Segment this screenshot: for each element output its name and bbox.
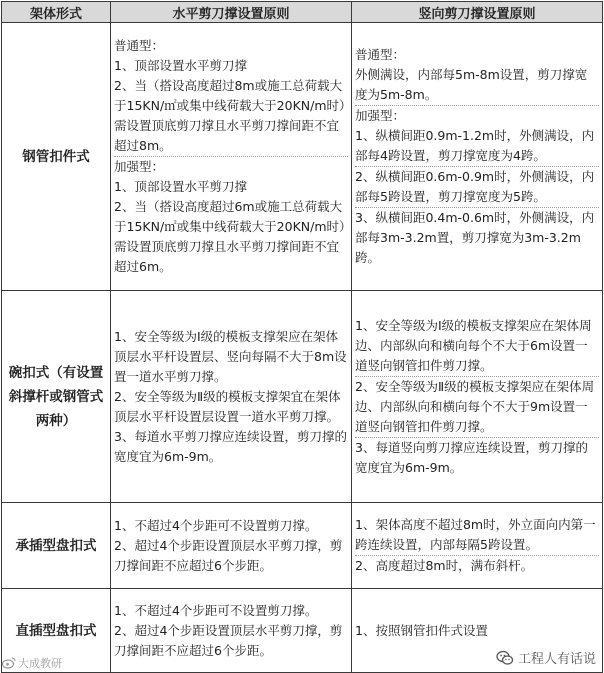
- header-row: [2, 2, 603, 23]
- paragraph: 1、纵横间距0.9m-1.2m时，外侧满设，内部每4跨设置，剪刀撑宽度为4跨。: [355, 128, 595, 163]
- header-frame-type: 架体形式: [2, 2, 111, 23]
- paragraph: 2、安全等级为Ⅱ级的模板支撑架宜在架体顶层水平杆设置层设置一道水平剪刀撑。: [114, 388, 341, 424]
- paragraph: 3、每道水平剪刀撑应连续设置，剪刀撑的宽度宜为6m-9m。: [114, 428, 347, 464]
- cell-horizontal-socket-disc-buckle: [111, 503, 352, 589]
- paragraph: 1、顶部设置水平剪刀撑: [114, 58, 247, 73]
- cell-horizontal-steel-pipe-coupler: [111, 23, 352, 291]
- paragraph: 加强型：: [355, 105, 599, 126]
- paragraph: 1、不超过4个步距可不设置剪刀撑。: [114, 517, 318, 533]
- row-label-bowl-buckle: 碗扣式（有设置斜撑杆或钢管式两种）: [2, 291, 111, 503]
- paragraph: 2、当（搭设高度超过8m或施工总荷载大于15KN/㎡或集中线荷载大于20KN/m时）需设置顶底剪刀撑且水平剪刀撑间距不宜超过8m。: [114, 78, 346, 153]
- cell-vertical-steel-pipe-coupler: [352, 23, 603, 291]
- paragraph: 2、安全等级为Ⅱ级的模板支撑架应在架体周边、内部纵向和横向每个不大于9m设置一道竖向钢管扣件剪刀撑。: [355, 376, 599, 437]
- paragraph: 1、架体高度不超过8m时，外立面向内第一跨连续设置，内部每隔5跨设置。: [355, 517, 596, 552]
- row-socket-disc-buckle: [2, 503, 603, 589]
- paragraph: 2、高度超过8m时，满布斜杆。: [355, 555, 599, 576]
- paragraph: 2、当（搭设高度超过6m或施工总荷载大于15KN/㎡或集中线荷载大于20KN/m时）需设置顶底剪刀撑且水平剪刀撑间距不宜超过6m。: [114, 199, 346, 274]
- paragraph: 外侧满设，内部每5m-8m设置，剪刀撑宽度为5m-8m。: [355, 67, 588, 102]
- row-steel-pipe-coupler: [2, 23, 603, 291]
- cell-vertical-socket-disc-buckle: [352, 503, 603, 589]
- paragraph: 3、纵横间距0.4m-0.6m时，外侧满设，内部每3m-3.2m置，剪刀撑宽为3m-3.2m跨。: [355, 207, 599, 268]
- paragraph: 1、按照钢管扣件式设置: [355, 622, 488, 638]
- paragraph: 普通型：: [114, 38, 165, 53]
- weibo-icon: [2, 657, 16, 669]
- spec-table: [1, 1, 603, 673]
- wechat-icon: [496, 650, 514, 666]
- paragraph: 普通型：: [355, 47, 406, 62]
- paragraph: 2、超过4个步距设置顶层水平剪刀撑，剪刀撑间距不应超过6个步距。: [114, 537, 343, 573]
- paragraph: 1、安全等级为Ⅰ级的模板支撑架应在架体顶层水平杆设置层、竖向每隔不大于8m设置一道水平剪刀撑。: [114, 328, 347, 384]
- watermark-right-text: 工程人有话说: [517, 652, 596, 667]
- header-horizontal-brace: 水平剪刀撑设置原则: [111, 2, 352, 23]
- watermark-left: [2, 655, 62, 671]
- row-label-socket-disc-buckle: 承插型盘扣式: [2, 503, 111, 589]
- cell-vertical-bowl-buckle: [352, 291, 603, 503]
- watermark-right: [496, 648, 596, 667]
- paragraph: 加强型：: [114, 156, 348, 177]
- paragraph: 1、安全等级为Ⅰ级的模板支撑架应在架体周边、内部纵向和横向每个不大于6m设置一道竖向钢管扣件剪刀撑。: [355, 317, 592, 373]
- paragraph: 1、不超过4个步距可不设置剪刀撑。: [114, 602, 318, 618]
- row-label-direct-insert-disc-buckle: 直插型盘扣式: [2, 589, 111, 673]
- cell-horizontal-bowl-buckle: [111, 291, 352, 503]
- row-bowl-buckle: [2, 291, 603, 503]
- paragraph: 2、超过4个步距设置顶层水平剪刀撑，剪刀撑间距不应超过6个步距。: [114, 622, 343, 658]
- header-vertical-brace: 竖向剪刀撑设置原则: [352, 2, 603, 23]
- cell-horizontal-direct-insert-disc-buckle: [111, 589, 352, 673]
- watermark-left-text: 大成教研: [18, 657, 62, 670]
- paragraph: 3、每道竖向剪刀撑应连续设置，剪刀撑的宽度宜为6m-9m。: [355, 437, 599, 478]
- paragraph: 2、纵横间距0.6m-0.9m时，外侧满设，内部每5跨设置，剪刀撑宽度为5跨。: [355, 166, 599, 207]
- paragraph: 1、顶部设置水平剪刀撑: [114, 179, 247, 194]
- row-label-steel-pipe-coupler: 钢管扣件式: [2, 23, 111, 291]
